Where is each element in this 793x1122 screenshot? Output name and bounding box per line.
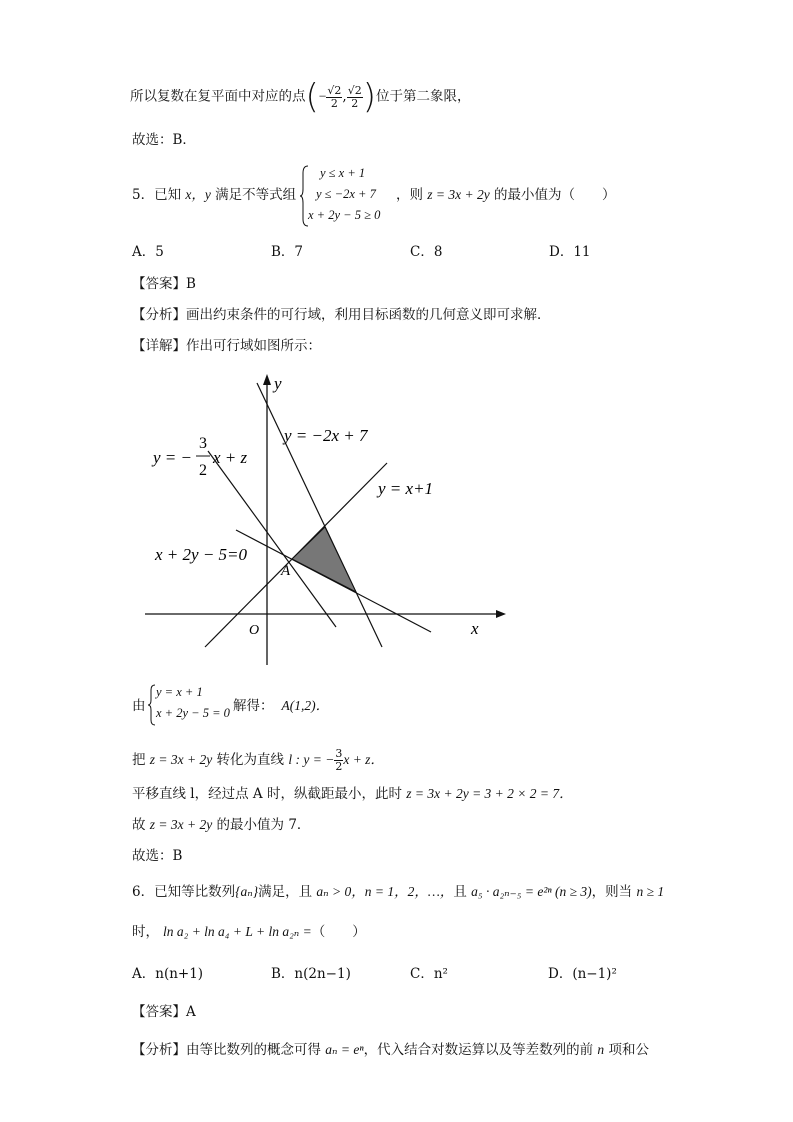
convert-z: z = 3x + 2y [149, 752, 213, 767]
answer-previous: 故选：B． [132, 132, 196, 148]
y-axis-arrow [263, 374, 271, 385]
q5-z-expr: z = 3x + 2y [427, 187, 490, 202]
q5-stem-mid: 满足不等式组 [210, 187, 297, 203]
label-obj-prefix: y = − [153, 448, 192, 467]
q5-ineq-1: y ≤ x + 1 [320, 166, 366, 180]
label-y: y [274, 374, 282, 393]
analysis-a: 由等比数列的概念可得 [186, 1042, 326, 1058]
q5-option-d: D．11 [549, 244, 591, 260]
q6-stem2-a: 时， [132, 924, 159, 940]
conclude-line [132, 815, 310, 835]
q5-answer [132, 274, 196, 294]
q6-stem-d: ，则当 [591, 884, 637, 900]
neg-sign: − [318, 88, 327, 104]
answer-value: A [186, 1004, 196, 1020]
label-line2: y = x+1 [378, 479, 434, 498]
conclude-prefix: 故 [132, 817, 150, 833]
convert-end: x + z． [343, 752, 384, 767]
solve-result: A(1,2)． [281, 698, 330, 713]
q5-ineq-3: x + 2y − 5 ≥ 0 [308, 208, 381, 222]
q5-final: 故选：B [132, 848, 183, 864]
q6-eq: a₅ · a₂ₙ₋₅ = e²ⁿ (n ≥ 3) [471, 884, 592, 899]
q5-number: 5．已知 [132, 187, 186, 203]
q5-analysis [132, 305, 551, 325]
q5-detail [132, 336, 321, 356]
q6-option-d: D．(n−1)² [548, 966, 617, 982]
point-suffix: 位于第二象限， [375, 88, 471, 105]
shift-text: 平移直线 l，经过点 A 时，纵截距最小，此时 [132, 786, 407, 802]
answer-value: B [186, 276, 196, 292]
conclude-z: z = 3x + 2y [149, 817, 213, 832]
label-o: O [249, 623, 260, 638]
shift-calc: z = 3x + 2y = 3 + 2 × 2 = 7． [406, 786, 573, 801]
sqrt2-over-2-a: $\frac{√2}{2}$ [327, 83, 342, 110]
line-y-neg2x-plus7 [257, 383, 382, 647]
analysis-c: 项和公 [604, 1042, 649, 1058]
detail-tag: 【详解】 [132, 338, 186, 354]
solve-eq-1: y = x + 1 [156, 685, 203, 699]
q6-option-b: B．n(2n−1) [271, 966, 351, 982]
conclude-end: 的最小值为 7． [212, 817, 311, 833]
convert-line [132, 748, 384, 773]
analysis-n: n [597, 1042, 605, 1057]
convert-line-eq: l : y = − [288, 752, 335, 767]
right-paren: ) [362, 77, 376, 117]
q5-stem-end [396, 185, 616, 205]
comma: , [342, 88, 347, 105]
q6-stem-line1 [132, 882, 664, 902]
solve-suffix: 解得： [233, 698, 274, 714]
left-paren: ( [305, 77, 319, 117]
analysis-eq: aₙ = eⁿ [325, 1042, 364, 1057]
q5-stem [132, 185, 296, 205]
answer-tag: 【答案】 [132, 276, 186, 292]
x-axis-arrow [496, 610, 506, 618]
feasible-region-figure [140, 365, 520, 670]
q5-stem-end2: 的最小值为（ ） [489, 187, 616, 203]
q6-stem-line2 [132, 922, 366, 942]
detail-text: 作出可行域如图所示： [186, 338, 321, 354]
q5-option-c: C．8 [410, 244, 443, 260]
q6-analysis [132, 1040, 649, 1060]
q6-answer [132, 1002, 196, 1022]
solve-eq-2: x + 2y − 5 = 0 [156, 706, 230, 720]
q6-stem-b: 满足，且 [258, 884, 317, 900]
q5-stem-end1: ，则 [396, 187, 428, 203]
q5-vars: x，y [185, 187, 211, 202]
q5-ineq-2: y ≤ −2x + 7 [316, 187, 376, 201]
convert-mid: 转化为直线 [212, 752, 289, 768]
q6-cond: aₙ > 0，n = 1，2，…， [316, 884, 454, 899]
label-obj-suffix: x + z [213, 448, 248, 467]
q5-option-b: B．7 [271, 244, 304, 260]
label-x: x [471, 619, 479, 638]
q6-seq: {aₙ} [235, 884, 259, 899]
label-a: A [281, 563, 291, 579]
q6-option-c: C．n² [410, 966, 448, 982]
q5-brace [300, 165, 308, 227]
feasible-region [292, 527, 356, 592]
brace-icon [148, 684, 156, 726]
solve-brace [148, 684, 156, 730]
point-prefix: 所以复数在复平面中对应的点 [130, 88, 306, 105]
q5-option-a: A．5 [132, 244, 164, 260]
q6-n-cond: n ≥ 1 [636, 884, 665, 899]
solve-result-line [233, 696, 329, 716]
label-line1: y = −2x + 7 [284, 426, 368, 445]
point-sentence [130, 77, 471, 117]
q6-stem-c: 且 [453, 884, 472, 900]
convert-frac: $\frac{3}{2}$ [335, 747, 343, 773]
q6-option-a: A．n(n+1) [132, 966, 204, 982]
convert-prefix: 把 [132, 752, 150, 768]
label-obj-num: 3 [199, 435, 207, 452]
analysis-tag: 【分析】 [132, 1042, 186, 1058]
label-line3: x + 2y − 5=0 [155, 545, 248, 564]
label-obj-den: 2 [199, 462, 207, 479]
analysis-tag: 【分析】 [132, 307, 186, 323]
q6-number: 6．已知等比数列 [132, 884, 236, 900]
analysis-text: 画出约束条件的可行域，利用目标函数的几何意义即可求解． [186, 307, 551, 323]
analysis-b: ，代入结合对数运算以及等差数列的前 [363, 1042, 598, 1058]
q6-stem2-b: （ ） [311, 924, 366, 940]
shift-line [132, 784, 573, 804]
q6-expr: ln a₂ + ln a₄ + L + ln a₂ₙ = [163, 924, 312, 939]
sqrt2-over-2-b: $\frac{√2}{2}$ [347, 83, 362, 110]
solve-prefix: 由 [132, 698, 146, 714]
answer-tag: 【答案】 [132, 1004, 186, 1020]
